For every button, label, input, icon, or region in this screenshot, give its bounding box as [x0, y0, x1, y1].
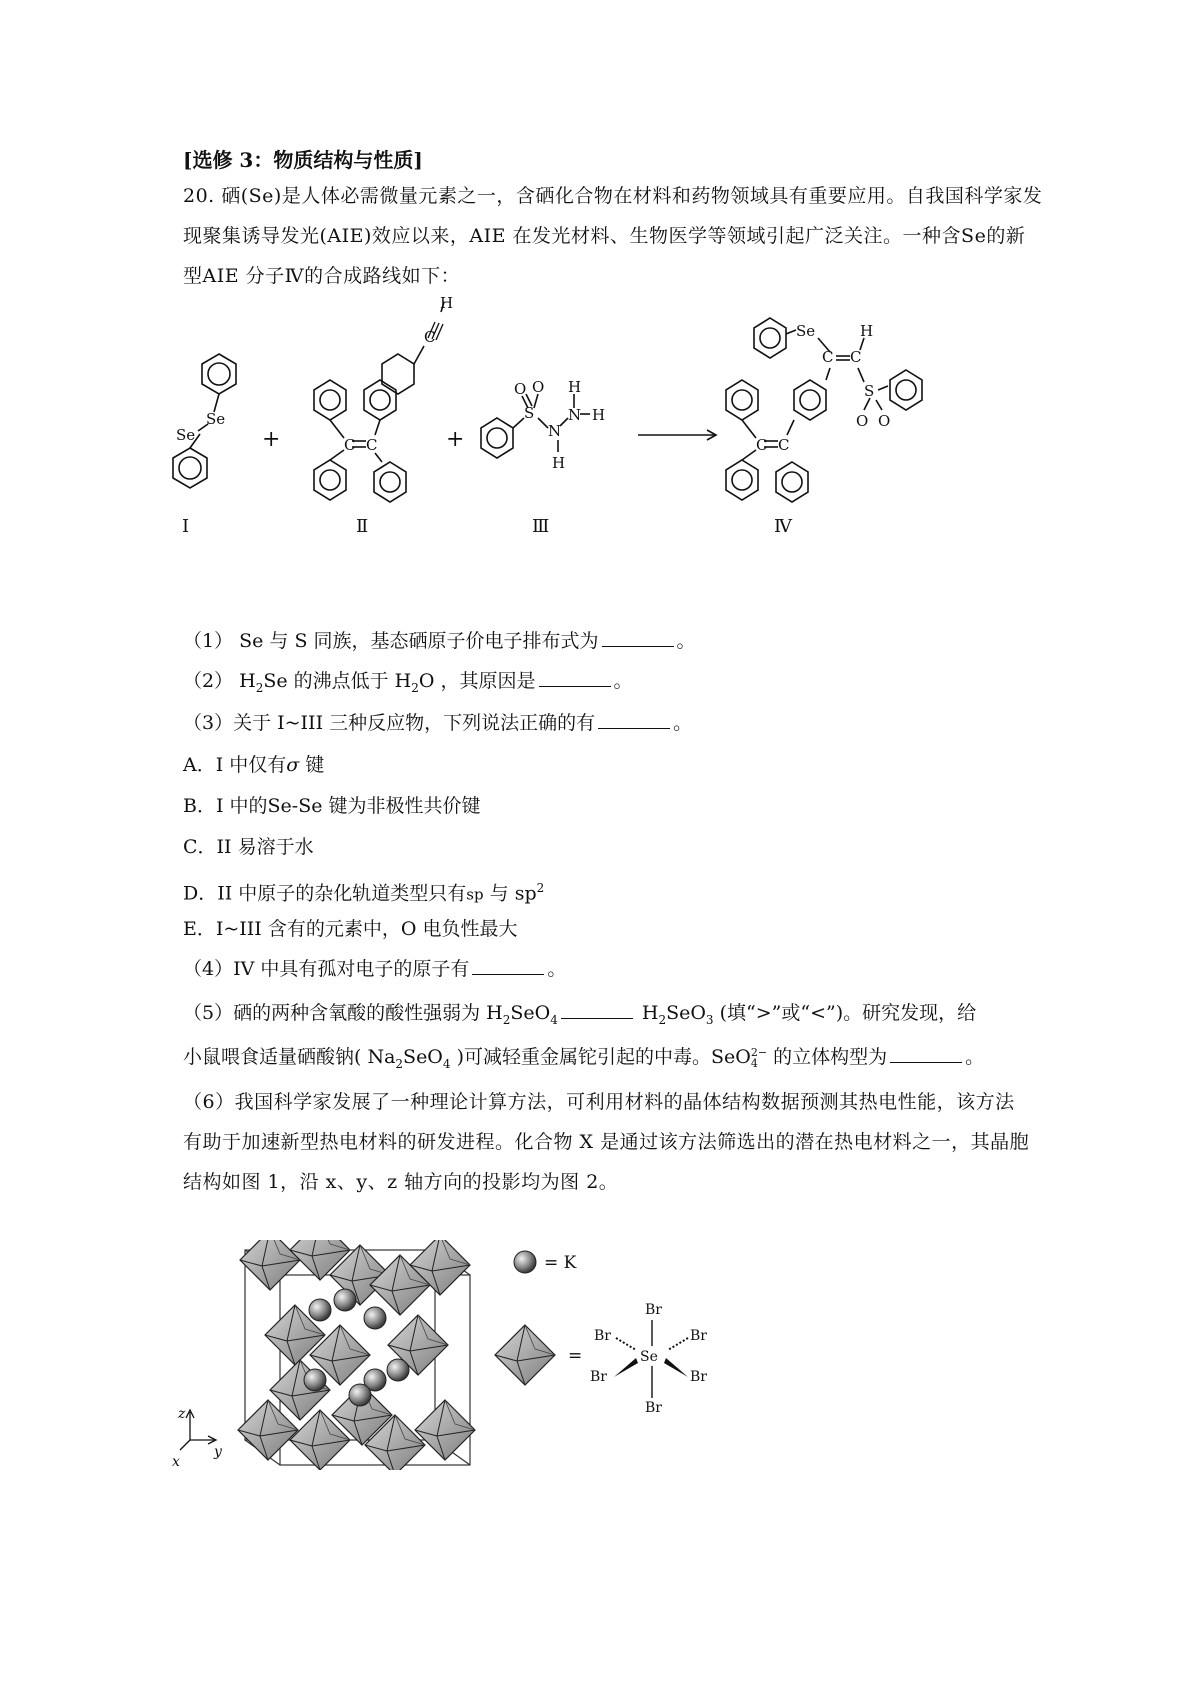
benzene-ring: [776, 462, 808, 502]
atom-se: Se: [206, 410, 226, 428]
question-5-line-2: 小鼠喂食适量硒酸钠( $Na_2SeO_4$ )可减轻重金属铊引起的中毒。SeO 2− 4 的立体构型为 。: [183, 1046, 985, 1071]
compound-label-2: Ⅱ: [356, 516, 369, 537]
svg-text:Br: Br: [590, 1369, 607, 1385]
reaction-scheme: [170, 290, 1050, 590]
sebr6-structure: [590, 1302, 707, 1416]
question-3: （3）关于 I~III 三种反应物，下列说法正确的有 。: [183, 712, 693, 734]
x-axis: [180, 1440, 190, 1450]
benzene-ring: [481, 418, 513, 458]
compound-label-1: Ⅰ: [182, 516, 190, 537]
k-legend-label: = K: [544, 1253, 577, 1273]
atom-h: H: [552, 454, 566, 472]
question-1: （1） Se 与 S 同族，基态硒原子价电子排布式为 。: [183, 630, 696, 652]
question-2: （2） $H_2Se$ 的沸点低于 $H_2O$ ，其原因是 。: [183, 670, 633, 695]
answer-blank[interactable]: [561, 1000, 633, 1019]
atom-c: C: [822, 348, 834, 366]
answer-blank[interactable]: [539, 668, 611, 687]
benzene-ring: [382, 354, 414, 394]
benzene-ring: [364, 380, 396, 420]
atom-h: H: [592, 406, 606, 424]
benzene-ring: [754, 318, 786, 358]
benzene-ring: [202, 354, 236, 394]
octahedron-legend: [495, 1325, 555, 1385]
atom-o: O: [514, 380, 527, 398]
option-b: B．I 中的Se-Se 键为非极性共价键: [183, 795, 481, 817]
benzene-ring: [794, 380, 826, 420]
atom-c: C: [366, 436, 378, 454]
svg-text:Br: Br: [645, 1302, 662, 1318]
svg-text:Br: Br: [690, 1369, 707, 1385]
section-title: [选修 3：物质结构与性质]: [183, 148, 423, 172]
k-legend-ball: [514, 1251, 536, 1273]
compound-label-3: Ⅲ: [532, 516, 550, 537]
atom-s: S: [864, 382, 875, 400]
benzene-ring: [890, 370, 922, 410]
axis-label-y: y: [214, 1444, 222, 1460]
atom-o: O: [878, 412, 891, 430]
atom-c: C: [778, 436, 790, 454]
plus-sign: +: [446, 427, 465, 452]
benzene-ring: [314, 460, 346, 500]
answer-blank[interactable]: [602, 628, 674, 647]
option-d: D．II 中原子的杂化轨道类型只有sp 与 $sp^2$: [183, 881, 545, 905]
axis-label-z: z: [178, 1406, 186, 1422]
atom-c: C: [424, 328, 436, 346]
option-a: A．I 中仅有σ 键: [183, 754, 325, 776]
answer-blank[interactable]: [890, 1044, 962, 1063]
atom-se: Se: [176, 426, 196, 444]
svg-text:Br: Br: [594, 1328, 611, 1344]
atom-h: H: [568, 378, 582, 396]
option-c: C．II 易溶于水: [183, 836, 314, 858]
atom-c: C: [756, 436, 768, 454]
benzene-ring: [173, 448, 207, 488]
atom-n: N: [548, 422, 562, 440]
axis-label-x: x: [172, 1454, 180, 1470]
question-4: （4）IV 中具有孤对电子的原子有 。: [183, 958, 567, 980]
atom-o: O: [532, 378, 545, 396]
answer-blank[interactable]: [598, 710, 670, 729]
atom-s: S: [524, 404, 535, 422]
atom-c: C: [850, 348, 862, 366]
benzene-ring: [726, 380, 758, 420]
plus-sign: +: [262, 427, 281, 452]
atom-o: O: [856, 412, 869, 430]
benzene-ring: [314, 380, 346, 420]
octahedron-legend-equals: =: [568, 1346, 583, 1366]
svg-text:Br: Br: [645, 1400, 662, 1416]
svg-text:Se: Se: [640, 1349, 658, 1365]
option-e: E．I~III 含有的元素中，O 电负性最大: [183, 918, 518, 940]
atom-h: H: [860, 322, 874, 340]
atom-h: H: [440, 294, 454, 312]
compound-label-4: Ⅳ: [774, 516, 792, 537]
octahedron-cluster: [238, 1240, 475, 1470]
question-intro: 20. 硒(Se)是人体必需微量元素之一，含硒化合物在材料和药物领域具有重要应用。自我国科学家发现聚集诱导发光(AIE)效应以来，AIE 在发光材料、生物医学等领域引起广泛关注。一种含Se的新型AIE 分子Ⅳ的合成路线如下：: [183, 185, 1043, 287]
svg-text:Br: Br: [690, 1328, 707, 1344]
atom-c: C: [344, 436, 356, 454]
benzene-ring: [726, 460, 758, 500]
atom-n: N: [568, 406, 582, 424]
crystal-structure-figure: [170, 1240, 790, 1470]
answer-blank[interactable]: [472, 956, 544, 975]
benzene-ring: [374, 462, 406, 502]
question-5-line-1: （5）硒的两种含氧酸的酸性强弱为 $H_2SeO_4$ $H_2SeO_3$ (填“>”或“<”)。研究发现，给: [183, 1002, 977, 1027]
question-6: （6）我国科学家发展了一种理论计算方法，可利用材料的晶体结构数据预测其热电性能，该方法有助于加速新型热电材料的研发进程。化合物 X 是通过该方法筛选出的潜在热电材料之一，其晶胞结构如图 1，沿 x、y、z 轴方向的投影均为图 2。: [183, 1091, 1030, 1193]
atom-se: Se: [796, 322, 816, 340]
